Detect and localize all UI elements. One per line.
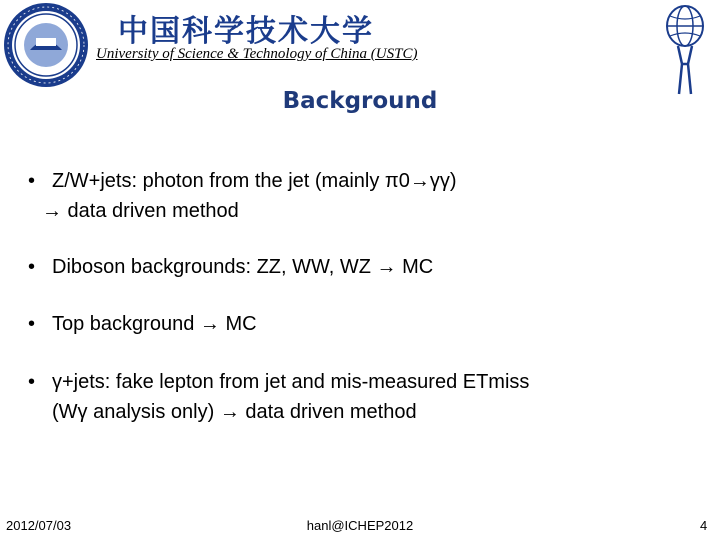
bullet-text: γ+jets: fake lepton from jet and mis-measured ETmiss xyxy=(52,371,530,393)
atlas-logo xyxy=(664,2,706,96)
bullet-symbol: • xyxy=(28,313,36,335)
footer-date: 2012/07/03 xyxy=(6,518,72,533)
bullet-symbol: • xyxy=(28,371,36,393)
bullet-symbol: • xyxy=(28,256,36,278)
slide-title: Background xyxy=(282,88,438,114)
footer-author: hanl@ICHEP2012 xyxy=(306,518,414,533)
ustc-seal-logo xyxy=(2,2,90,88)
bullet-text: Z/W+jets: photon from the jet (mainly π0→γγ) xyxy=(52,170,457,192)
bullet-continuation: → data driven method xyxy=(42,200,239,222)
bullet-continuation: (Wγ analysis only) → data driven method xyxy=(52,401,417,423)
page-number: 4 xyxy=(700,518,708,533)
bullet-symbol: • xyxy=(28,170,36,192)
university-english-name: University of Science & Technology of China (USTC) xyxy=(96,46,418,62)
university-chinese-name: 中国科学技术大学 xyxy=(118,14,374,49)
bullet-text: Top background → MC xyxy=(52,313,257,335)
bullet-text: Diboson backgrounds: ZZ, WW, WZ → MC xyxy=(52,256,434,278)
